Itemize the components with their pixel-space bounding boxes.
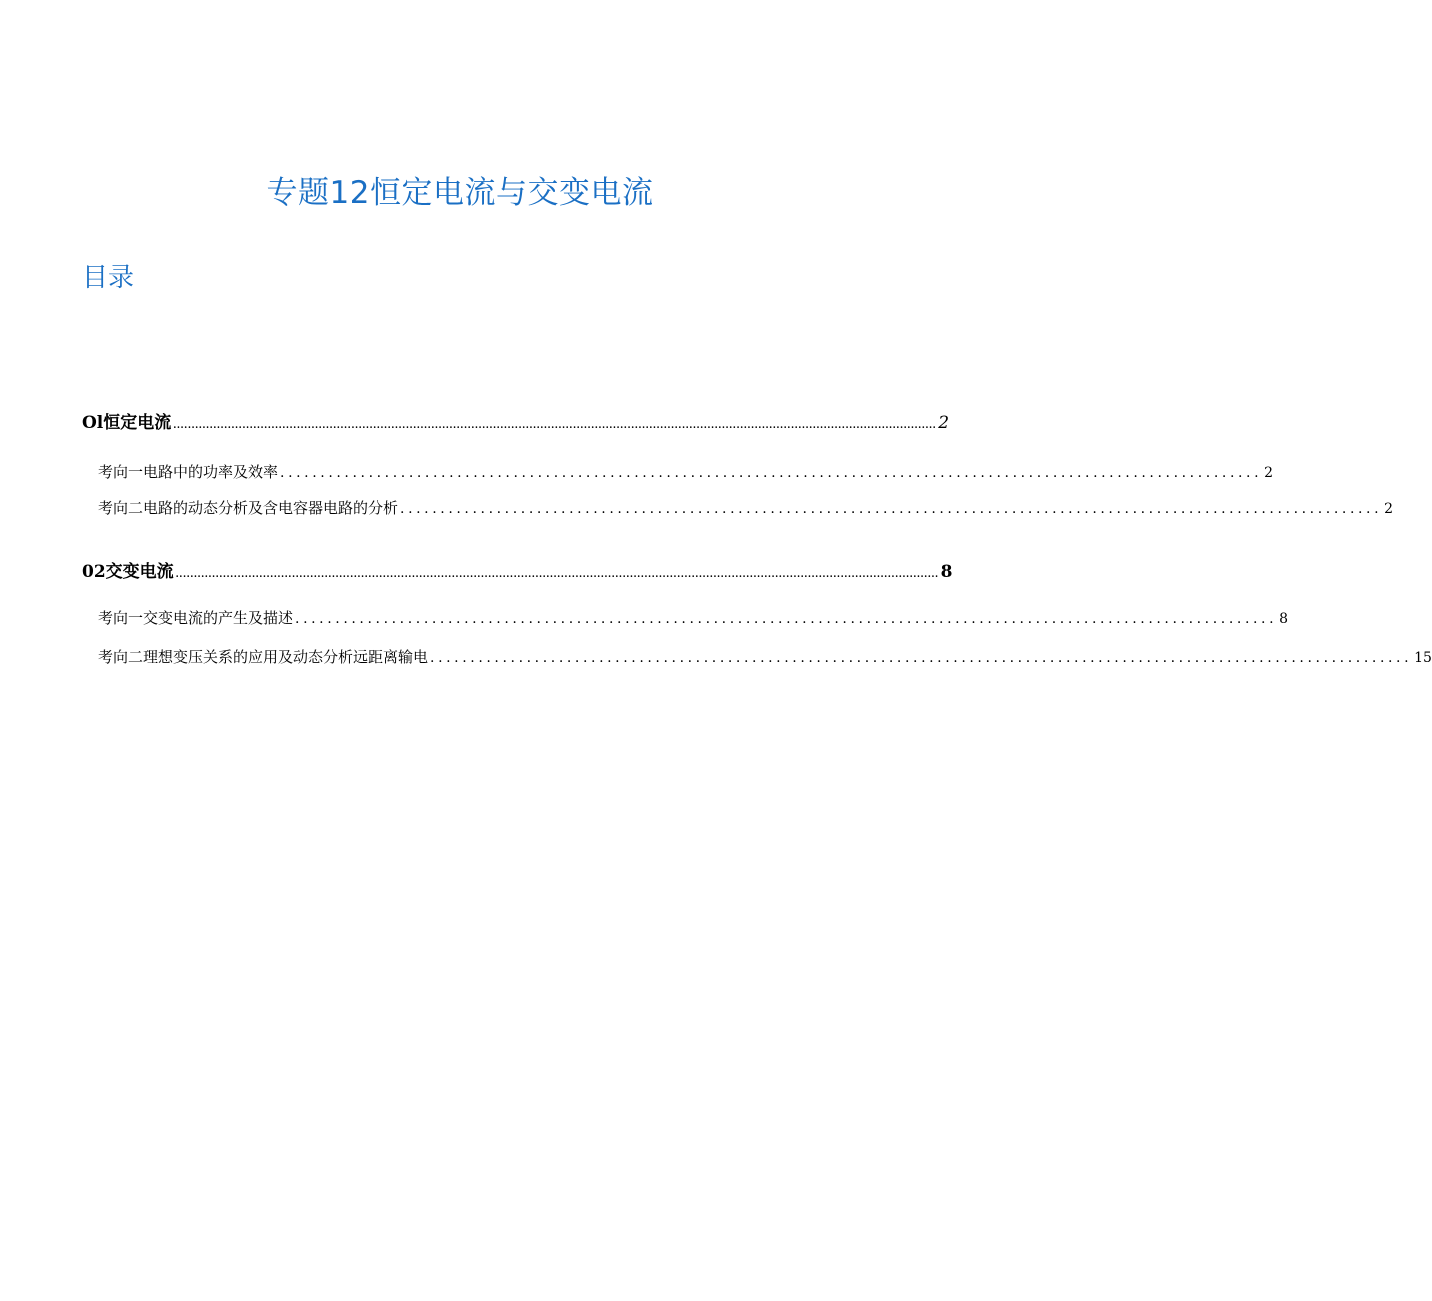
toc-item-label: 考向一电路中的功率及效率: [98, 463, 279, 481]
document-title: 专题12恒定电流与交变电流: [266, 175, 654, 211]
toc-section-1-page: 2: [938, 413, 950, 433]
dot-leader: ..................................................................................................................................................................................................................: [175, 570, 939, 580]
toc-section-1-label: Ol恒定电流: [82, 413, 172, 433]
dot-leader: ..................................................................................................................................................................................................................: [173, 421, 937, 431]
toc-item-label: 考向一交变电流的产生及描述: [98, 609, 294, 627]
toc-item-page: 2: [1264, 465, 1274, 481]
toc-item-2-2[interactable]: [98, 646, 1432, 667]
toc-section-2-page: 8: [940, 562, 953, 582]
dot-leader: ..........................................................................................................................: [430, 650, 1413, 666]
toc-item-page: 8: [1279, 611, 1289, 627]
toc-section-2-label: 02交变电流: [82, 562, 174, 582]
toc-item-1-1[interactable]: [98, 461, 1274, 482]
toc-item-1-2[interactable]: [98, 497, 1394, 518]
toc-section-2[interactable]: [82, 557, 953, 582]
toc-heading: 目录: [82, 263, 135, 293]
toc-item-page: 15: [1414, 650, 1432, 666]
toc-item-label: 考向二电路的动态分析及含电容器电路的分析: [98, 499, 399, 517]
toc-item-label: 考向二理想变压关系的应用及动态分析远距离输电: [98, 648, 429, 666]
toc-section-1[interactable]: [82, 408, 950, 433]
toc-item-page: 2: [1384, 501, 1394, 517]
dot-leader: ..........................................................................................................................: [280, 465, 1263, 481]
toc-item-2-1[interactable]: [98, 607, 1289, 628]
dot-leader: ..........................................................................................................................: [295, 611, 1278, 627]
dot-leader: ..........................................................................................................................: [400, 501, 1383, 517]
